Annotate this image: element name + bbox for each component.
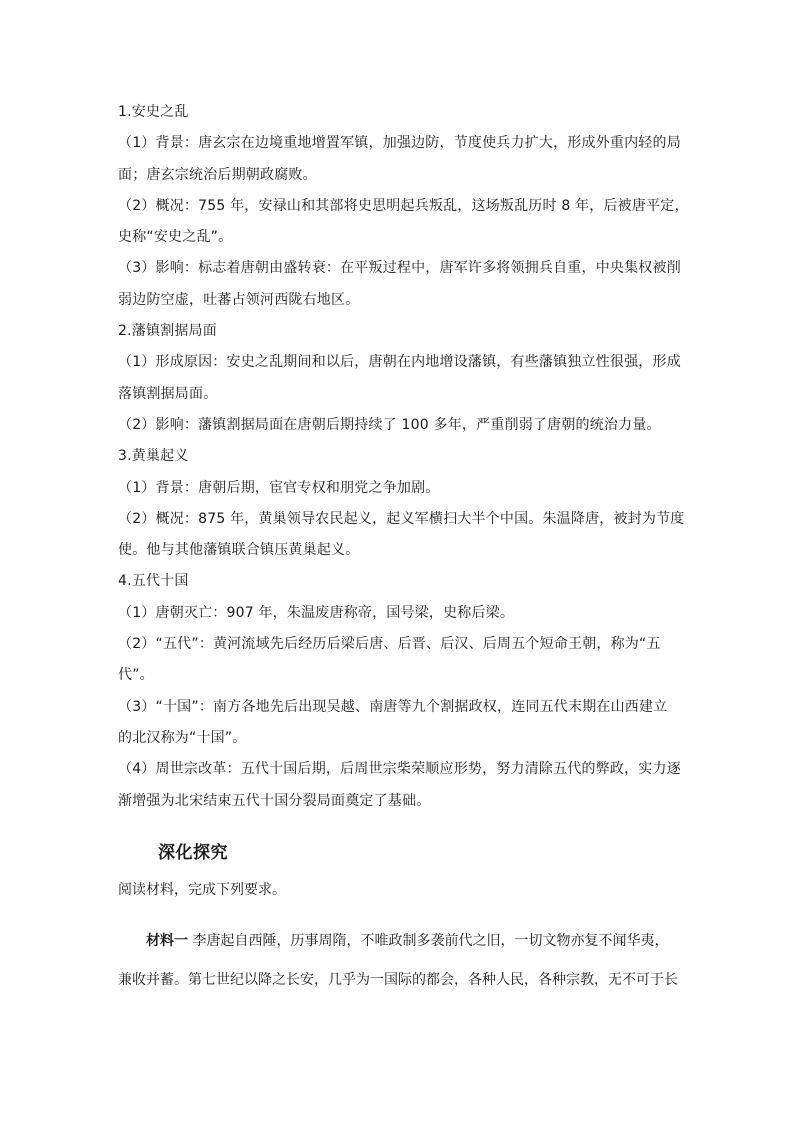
material-text: 李唐起自西陲，历事周隋，不唯政制多袭前代之旧，一切文物亦复不闻华夷， — [188, 932, 669, 949]
outline-section — [118, 97, 689, 817]
text-line: 落镇割据局面。 — [118, 385, 218, 402]
text-line: 代”。 — [118, 667, 154, 684]
text-line: （1）背景：唐玄宗在边境重地增置军镇，加强边防，节度使兵力扩大，形成外重内轻的局 — [118, 135, 681, 152]
material-label: 材料一 — [146, 932, 188, 949]
document-content — [118, 97, 689, 1000]
text-line: 使。他与其他藩镇联合镇压黄巢起义。 — [118, 542, 360, 559]
text-line: （1）背景：唐朝后期，宦官专权和朋党之争加剧。 — [118, 479, 440, 496]
text-line: （1）唐朝灭亡：907 年，朱温废唐称帝，国号梁，史称后梁。 — [118, 604, 515, 621]
text-line: 的北汉称为“十国”。 — [118, 729, 247, 746]
material-line — [118, 922, 678, 961]
text-line: （2）概况：875 年，黄巢领导农民起义，起义军横扫大半个中国。朱温降唐，被封为节度 — [118, 510, 685, 527]
material-one — [118, 922, 678, 1000]
text-line: （4）周世宗改革：五代十国后期，后周世宗柴荣顺应形势，努力清除五代的弊政，实力逐 — [118, 761, 681, 778]
text-line: （3）“十国”：南方各地先后出现吴越、南唐等九个割据政权，连同五代末期在山西建立 — [118, 698, 668, 715]
heading-huang-chao-uprising: 3.黄巢起义 — [118, 448, 189, 465]
text-line: 弱边防空虚，吐蕃占领河西陇右地区。 — [118, 291, 360, 308]
heading-five-dynasties-ten-kingdoms: 4.五代十国 — [118, 573, 189, 590]
text-line: （1）形成原因：安史之乱期间和以后，唐朝在内地增设藩镇，有些藩镇独立性很强，形成 — [118, 354, 681, 371]
text-line: 面；唐玄宗统治后期朝政腐败。 — [118, 166, 317, 183]
text-line: 渐增强为北宋结束五代十国分裂局面奠定了基础。 — [118, 792, 431, 809]
material-line: 兼收并蓄。第七世纪以降之长安，几乎为一国际的都会，各种人民，各种宗教，无不可于长 — [118, 971, 678, 988]
instruction-text: 阅读材料，完成下列要求。 — [118, 881, 286, 898]
text-line: （3）影响：标志着唐朝由盛转衰：在平叛过程中，唐军许多将领拥兵自重，中央集权被削 — [118, 260, 681, 277]
text-line: （2）“五代”：黄河流域先后经历后梁后唐、后晋、后汉、后周五个短命王朝，称为“五 — [118, 636, 661, 653]
heading-fanzhen-separatism: 2.藩镇割据局面 — [118, 323, 217, 340]
section-title: 深化探究 — [158, 842, 228, 863]
text-line: 史称“安史之乱”。 — [118, 229, 233, 246]
text-line: （2）概况：755 年，安禄山和其部将史思明起兵叛乱，这场叛乱历时 8 年，后被唐平定， — [118, 197, 689, 214]
heading-an-shi-rebellion: 1.安史之乱 — [118, 104, 189, 120]
text-line: （2）影响：藩镇割据局面在唐朝后期持续了 100 多年，严重削弱了唐朝的统治力量。 — [118, 416, 661, 433]
deep-inquiry-section — [118, 840, 678, 1000]
